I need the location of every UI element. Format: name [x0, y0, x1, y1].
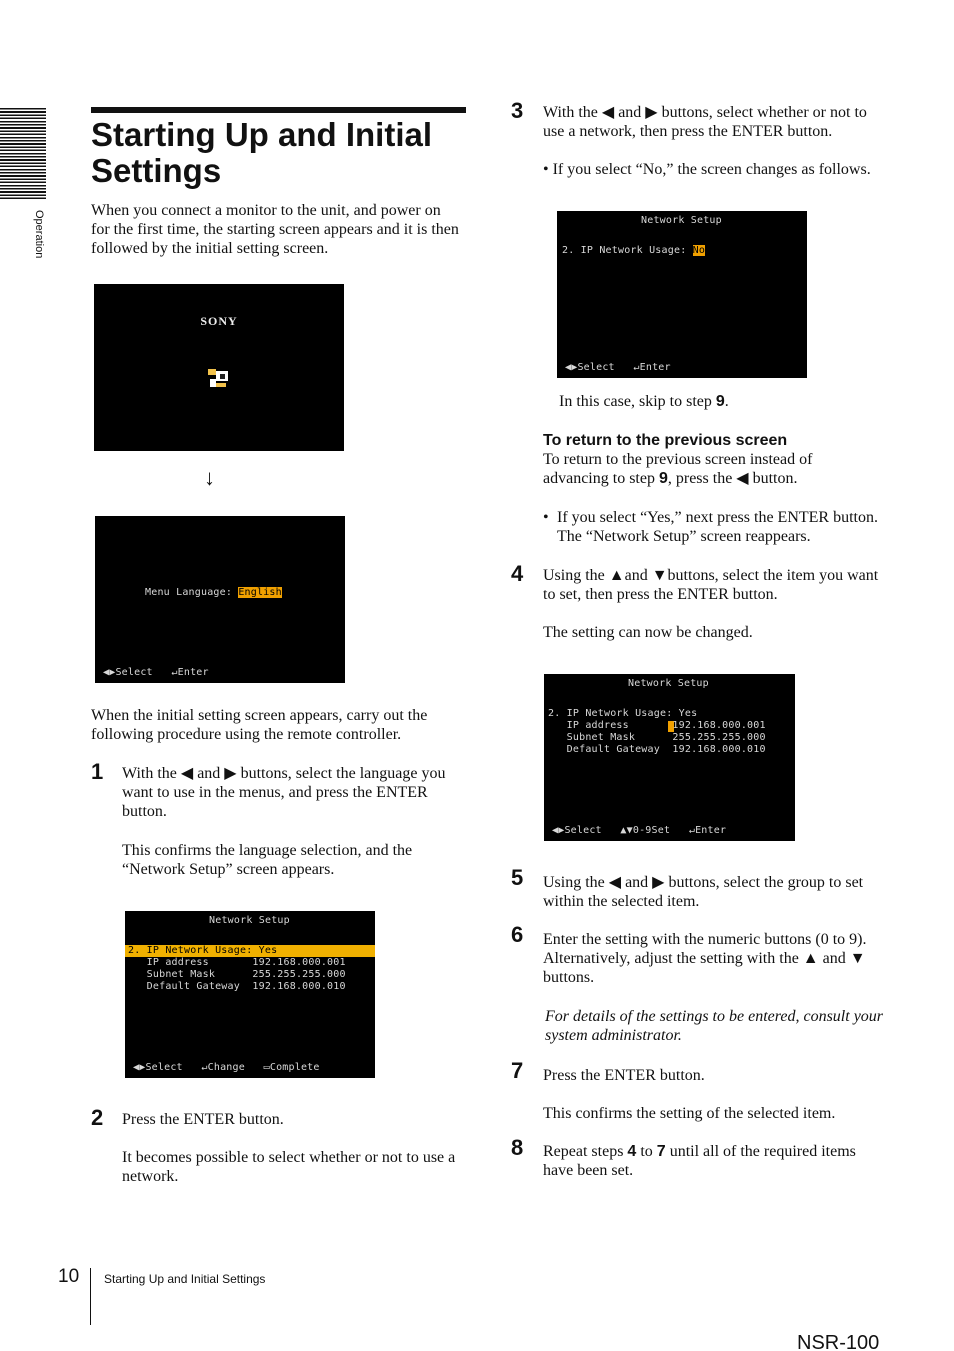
language-row	[145, 587, 282, 599]
page-number: 10	[58, 1266, 80, 1287]
network-no-label: 2. IP Network Usage:	[562, 245, 693, 256]
step-number-2: 2	[91, 1105, 104, 1130]
skip-note: In this case, skip to step 9.	[559, 393, 729, 410]
return-paragraph: To return to the previous screen instead of advancing to step 9, press the ◀ button.	[543, 451, 813, 487]
network-no-value: No	[692, 245, 706, 256]
sony-logo: SONY	[200, 314, 238, 328]
step-number-7: 7	[511, 1058, 524, 1083]
network-setup-screen	[125, 911, 375, 1078]
footer-rule	[90, 1268, 91, 1325]
step-3-bullet-no: • If you select “No,” the screen changes as follows.	[543, 161, 871, 178]
network-screen-title: Network Setup	[209, 915, 290, 926]
footer-section: Starting Up and Initial Settings	[104, 1272, 266, 1286]
step-3-text: With the ◀ and ▶ buttons, select whether or not to use a network, then press the ENTER button.	[543, 104, 867, 140]
sony-start-screen	[94, 284, 344, 451]
loading-icon	[208, 369, 230, 389]
footer-model: NSR-100	[797, 1332, 880, 1351]
network-edit-screen	[544, 674, 795, 841]
network-edit-row-subnet: Subnet Mask 255.255.255.000	[548, 732, 766, 743]
network-no-screen	[557, 211, 807, 378]
intro-paragraph: When you connect a monitor to the unit, and power on for the first time, the starting screen appears and it is then followed by the initial setting screen.	[91, 202, 459, 257]
step-2-text: Press the ENTER button.	[122, 1111, 284, 1128]
step-1-text: With the ◀ and ▶ buttons, select the language you want to use in the menus, and press the ENTER button.	[122, 765, 446, 820]
side-tab-label: Operation	[33, 210, 45, 259]
network-screen-footer: ◀▶Select ↵Change ▭Complete	[133, 1062, 320, 1073]
network-no-row	[562, 245, 705, 257]
bullet-yes-marker: •	[543, 509, 549, 526]
step-6-note: For details of the settings to be entered, consult your system administrator.	[545, 1008, 884, 1044]
network-no-title: Network Setup	[641, 215, 722, 226]
network-edit-row-gateway: Default Gateway 192.168.000.010	[548, 744, 766, 755]
step-number-8: 8	[511, 1135, 524, 1160]
step-3-bullet-yes: If you select “Yes,” next press the ENTER button. The “Network Setup” screen reappears.	[557, 509, 878, 545]
network-row-subnet: Subnet Mask 255.255.255.000	[128, 969, 346, 980]
step-4-text: Using the ▲and ▼buttons, select the item you want to set, then press the ENTER button.	[543, 567, 879, 603]
network-usage-row: 2. IP Network Usage: Yes	[128, 945, 278, 956]
language-setting-screen	[95, 516, 345, 683]
network-no-footer: ◀▶Select ↵Enter	[565, 362, 671, 373]
network-row-ip: IP address 192.168.000.001	[128, 957, 346, 968]
thumb-index-tab	[0, 108, 46, 200]
step-7-result: This confirms the setting of the selected item.	[543, 1105, 836, 1122]
step-number-3: 3	[511, 98, 524, 123]
network-edit-row-usage: 2. IP Network Usage: Yes	[548, 708, 698, 719]
step-8-text: Repeat steps 4 to 7 until all of the required items have been set.	[543, 1143, 856, 1179]
network-edit-footer: ◀▶Select ▲▼0-9Set ↵Enter	[552, 825, 727, 836]
step-7-text: Press the ENTER button.	[543, 1067, 705, 1084]
step-number-6: 6	[511, 922, 524, 947]
step-1-result: This confirms the language selection, and the “Network Setup” screen appears.	[122, 842, 413, 878]
title-rule	[91, 107, 466, 113]
language-label: Menu Language:	[145, 587, 239, 598]
step-number-4: 4	[511, 561, 524, 586]
language-screen-footer: ◀▶Select ↵Enter	[103, 667, 209, 678]
step-number-1: 1	[91, 759, 104, 784]
step-6-text: Enter the setting with the numeric buttons (0 to 9). Alternatively, adjust the setting with the ▲ and ▼ buttons.	[543, 931, 867, 986]
after-screen-paragraph: When the initial setting screen appears, carry out the following procedure using the remote controller.	[91, 707, 428, 743]
network-row-gateway: Default Gateway 192.168.000.010	[128, 981, 346, 992]
network-edit-row-ip: IP address 192.168.000.001	[548, 720, 766, 731]
step-2-result: It becomes possible to select whether or not to use a network.	[122, 1149, 456, 1185]
step-4-result: The setting can now be changed.	[543, 624, 753, 641]
return-heading: To return to the previous screen	[543, 432, 788, 449]
down-arrow: ↓	[204, 465, 215, 490]
step-5-text: Using the ◀ and ▶ buttons, select the group to set within the selected item.	[543, 874, 864, 910]
page-title: Starting Up and Initial Settings	[91, 116, 433, 189]
network-edit-title: Network Setup	[628, 678, 709, 689]
step-number-5: 5	[511, 865, 524, 890]
language-value: English	[238, 587, 282, 598]
